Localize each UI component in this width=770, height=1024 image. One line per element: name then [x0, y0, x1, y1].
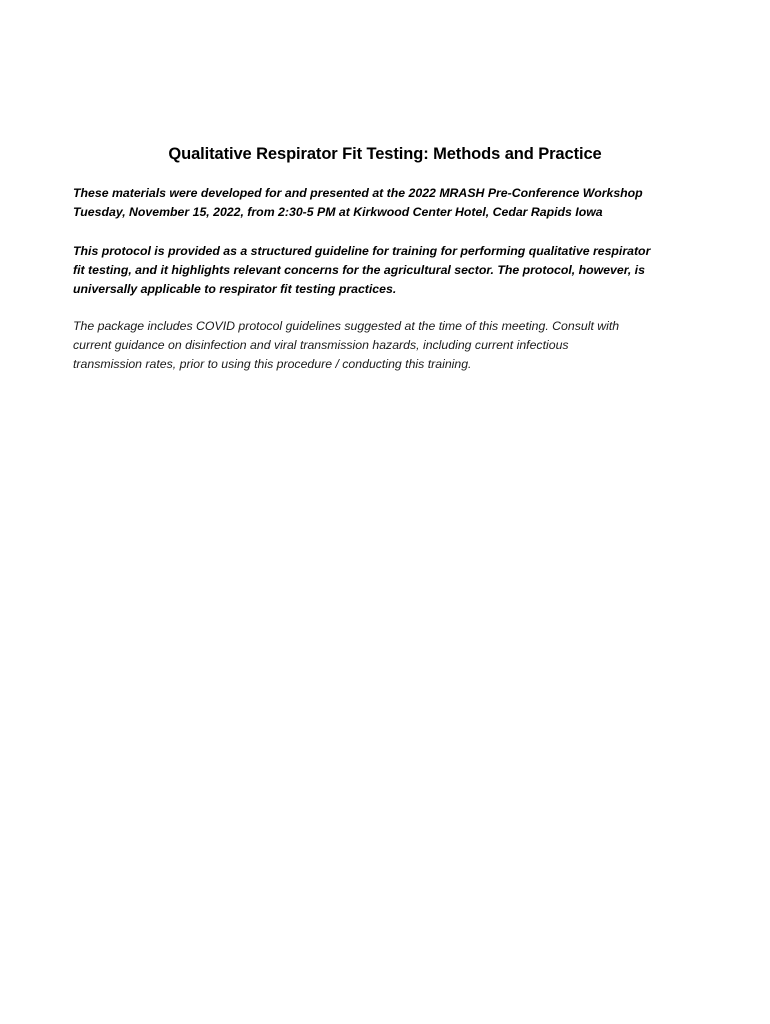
workshop-info-line: These materials were developed for and presented at the 2022 MRASH Pre-Conference Workshop: [73, 186, 643, 200]
protocol-description-line: universally applicable to respirator fit testing practices.: [73, 282, 397, 296]
document-title: Qualitative Respirator Fit Testing: Methods and Practice: [168, 145, 602, 163]
workshop-info-paragraph: [73, 184, 713, 222]
covid-guidance-line: The package includes COVID protocol guidelines suggested at the time of this meeting. Consult with: [73, 319, 620, 333]
covid-guidance-paragraph: [73, 317, 713, 374]
protocol-description-line: This protocol is provided as a structured guideline for training for performing qualitative respirator: [73, 244, 651, 258]
workshop-info-line: Tuesday, November 15, 2022, from 2:30-5 PM at Kirkwood Center Hotel, Cedar Rapids Iowa: [73, 205, 603, 219]
covid-guidance-line: current guidance on disinfection and viral transmission hazards, including current infectious: [73, 338, 569, 352]
protocol-description-line: fit testing, and it highlights relevant concerns for the agricultural sector. The protocol, however, is: [73, 263, 645, 277]
protocol-description-paragraph: [73, 242, 713, 299]
covid-guidance-line: transmission rates, prior to using this procedure / conducting this training.: [73, 357, 472, 371]
